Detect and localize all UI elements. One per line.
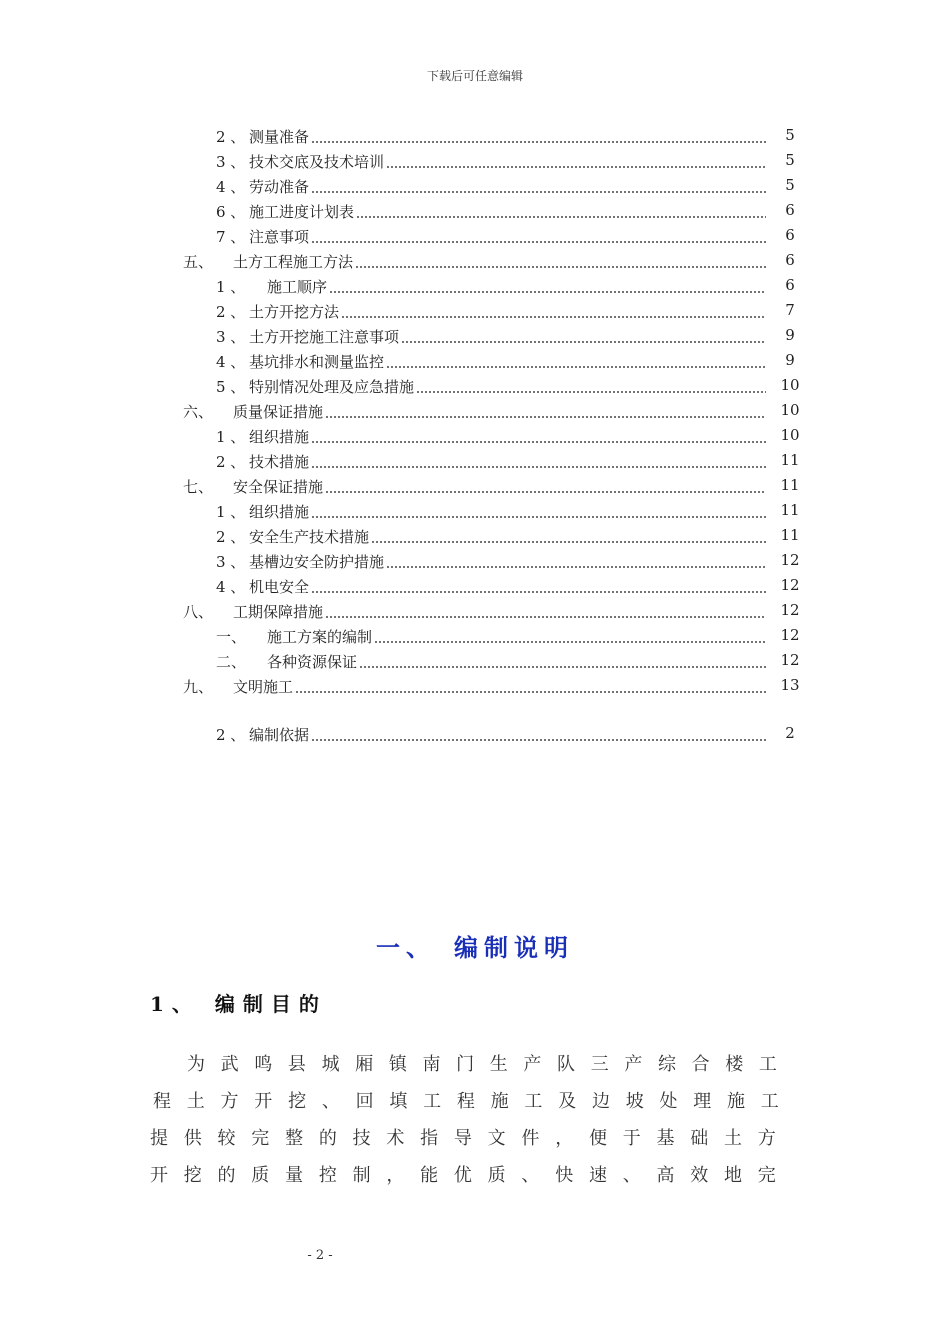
page-number: - 2 - — [307, 1248, 333, 1263]
toc-entry-title: 技术措施 — [249, 452, 310, 471]
toc-entry-number: 1 、 — [216, 427, 246, 446]
toc-leader-dots — [325, 616, 766, 618]
toc-entry-title: 特别情况处理及应急措施 — [249, 377, 415, 396]
toc-entry-page: 12 — [780, 576, 800, 594]
toc-entry-number: 2 、 — [216, 127, 246, 146]
toc-entry[interactable] — [216, 524, 768, 548]
toc-leader-dots — [359, 666, 766, 668]
toc-entry-number: 2 、 — [216, 452, 246, 471]
toc-entry-page: 6 — [785, 276, 795, 294]
toc-entry-number: 4 、 — [216, 177, 246, 196]
toc-entry[interactable] — [216, 149, 768, 173]
toc-entry-title: 机电安全 — [249, 577, 310, 596]
toc-entry-number: 七、 — [183, 477, 214, 496]
toc-entry-title: 注意事项 — [249, 227, 310, 246]
toc-entry-title: 土方工程施工方法 — [233, 252, 354, 271]
toc-entry-title: 基坑排水和测量监控 — [249, 352, 385, 371]
toc-entry-title: 安全生产技术措施 — [249, 527, 370, 546]
toc-entry[interactable] — [216, 574, 768, 598]
toc-entry-page: 5 — [785, 151, 795, 169]
toc-leader-dots — [295, 691, 766, 693]
toc-entry-number: 五、 — [183, 252, 214, 271]
toc-leader-dots — [416, 391, 766, 393]
toc-entry-number: 二、 — [216, 652, 247, 671]
paragraph-line: 提 供 较 完 整 的 技 术 指 导 文 件 ， 便 于 基 础 土 方 — [150, 1128, 776, 1149]
toc-entry-page: 11 — [780, 451, 800, 469]
toc-entry-page: 7 — [785, 301, 795, 319]
toc-leader-dots — [371, 541, 766, 543]
toc-entry-title: 施工顺序 — [267, 277, 328, 296]
toc-entry-number: 1 、 — [216, 277, 246, 296]
toc-entry-number: 一、 — [216, 627, 247, 646]
toc-entry[interactable] — [216, 722, 768, 746]
paragraph-line: 为 武 鸣 县 城 厢 镇 南 门 生 产 队 三 产 综 合 楼 工 — [187, 1054, 777, 1075]
toc-entry[interactable] — [216, 124, 768, 148]
toc-entry-page: 6 — [785, 226, 795, 244]
toc-entry-page: 9 — [785, 351, 795, 369]
toc-entry[interactable] — [216, 324, 768, 348]
toc-leader-dots — [329, 291, 766, 293]
toc-entry-page: 11 — [780, 476, 800, 494]
toc-leader-dots — [311, 591, 766, 593]
toc-entry[interactable] — [216, 299, 768, 323]
toc-entry-title: 组织措施 — [249, 502, 310, 521]
toc-entry[interactable] — [216, 499, 768, 523]
toc-entry-number: 4 、 — [216, 577, 246, 596]
toc-leader-dots — [356, 216, 766, 218]
toc-leader-dots — [374, 641, 766, 643]
toc-entry-title: 安全保证措施 — [233, 477, 324, 496]
toc-leader-dots — [325, 416, 766, 418]
toc-leader-dots — [341, 316, 766, 318]
toc-entry-number: 5 、 — [216, 377, 246, 396]
toc-entry[interactable] — [216, 349, 768, 373]
paragraph-line: 开 挖 的 质 量 控 制 ， 能 优 质 、 快 速 、 高 效 地 完 — [150, 1165, 776, 1186]
toc-entry-number: 3 、 — [216, 552, 246, 571]
toc-leader-dots — [311, 241, 766, 243]
toc-entry-page: 5 — [785, 126, 795, 144]
toc-entry-page: 12 — [780, 651, 800, 669]
section-title: 一、 编制说明 — [376, 933, 574, 962]
toc-leader-dots — [311, 441, 766, 443]
toc-entry-page: 6 — [785, 201, 795, 219]
toc-entry[interactable] — [216, 174, 768, 198]
toc-entry[interactable] — [216, 224, 768, 248]
toc-entry-number: 六、 — [183, 402, 214, 421]
page-header: 下载后可任意编辑 — [426, 69, 523, 83]
toc-entry-title: 编制依据 — [249, 725, 310, 744]
toc-entry-number: 7 、 — [216, 227, 246, 246]
toc-entry-number: 2 、 — [216, 302, 246, 321]
toc-leader-dots — [311, 141, 766, 143]
toc-entry-title: 劳动准备 — [249, 177, 310, 196]
toc-entry[interactable] — [216, 449, 768, 473]
toc-entry-number: 1 、 — [216, 502, 246, 521]
toc-entry-page: 10 — [780, 401, 800, 419]
toc-entry-page: 11 — [780, 526, 800, 544]
toc-leader-dots — [355, 266, 766, 268]
toc-entry-page: 12 — [780, 626, 800, 644]
toc-leader-dots — [386, 366, 766, 368]
toc-entry[interactable] — [183, 599, 768, 623]
toc-entry-page: 12 — [780, 551, 800, 569]
toc-entry-page: 6 — [785, 251, 795, 269]
toc-entry-page: 12 — [780, 601, 800, 619]
toc-entry-title: 土方开挖施工注意事项 — [249, 327, 400, 346]
toc-entry-page: 11 — [780, 501, 800, 519]
toc-entry-page: 2 — [785, 724, 795, 742]
toc-entry[interactable] — [216, 649, 768, 673]
toc-leader-dots — [386, 166, 766, 168]
toc-entry-title: 文明施工 — [233, 677, 294, 696]
toc-leader-dots — [401, 341, 766, 343]
toc-entry[interactable] — [216, 549, 768, 573]
toc-entry-page: 10 — [780, 376, 800, 394]
toc-leader-dots — [311, 516, 766, 518]
toc-entry-title: 施工方案的编制 — [267, 627, 373, 646]
toc-entry-title: 基槽边安全防护措施 — [249, 552, 385, 571]
toc-entry-title: 技术交底及技术培训 — [249, 152, 385, 171]
toc-leader-dots — [325, 491, 766, 493]
toc-entry-title: 测量准备 — [249, 127, 310, 146]
toc-entry[interactable] — [216, 274, 768, 298]
toc-entry-number: 2 、 — [216, 527, 246, 546]
toc-entry-number: 3 、 — [216, 327, 246, 346]
toc-leader-dots — [386, 566, 766, 568]
toc-entry-number: 6 、 — [216, 202, 246, 221]
toc-entry-number: 2 、 — [216, 725, 246, 744]
toc-leader-dots — [311, 466, 766, 468]
toc-entry[interactable] — [183, 674, 768, 698]
toc-entry-title: 质量保证措施 — [233, 402, 324, 421]
toc-entry[interactable] — [183, 399, 768, 423]
toc-entry-title: 各种资源保证 — [267, 652, 358, 671]
toc-entry-title: 土方开挖方法 — [249, 302, 340, 321]
toc-entry[interactable] — [216, 374, 768, 398]
toc-entry-page: 5 — [785, 176, 795, 194]
toc-entry-title: 工期保障措施 — [233, 602, 324, 621]
toc-entry-page: 13 — [780, 676, 800, 694]
paragraph-line: 程 土 方 开 挖 、 回 填 工 程 施 工 及 边 坡 处 理 施 工 — [153, 1091, 779, 1112]
sub-title: 1、 编制目的 — [150, 992, 327, 1016]
toc-leader-dots — [311, 191, 766, 193]
toc-entry-number: 八、 — [183, 602, 214, 621]
toc-entry[interactable] — [216, 624, 768, 648]
toc-entry-page: 10 — [780, 426, 800, 444]
toc-entry-title: 组织措施 — [249, 427, 310, 446]
toc-entry-title: 施工进度计划表 — [249, 202, 355, 221]
toc-entry-number: 九、 — [183, 677, 214, 696]
toc-entry[interactable] — [216, 424, 768, 448]
toc-entry[interactable] — [183, 249, 768, 273]
toc-entry-number: 3 、 — [216, 152, 246, 171]
toc-leader-dots — [311, 739, 766, 741]
toc-entry-number: 4 、 — [216, 352, 246, 371]
toc-entry-page: 9 — [785, 326, 795, 344]
toc-entry[interactable] — [183, 474, 768, 498]
toc-entry[interactable] — [216, 199, 768, 223]
